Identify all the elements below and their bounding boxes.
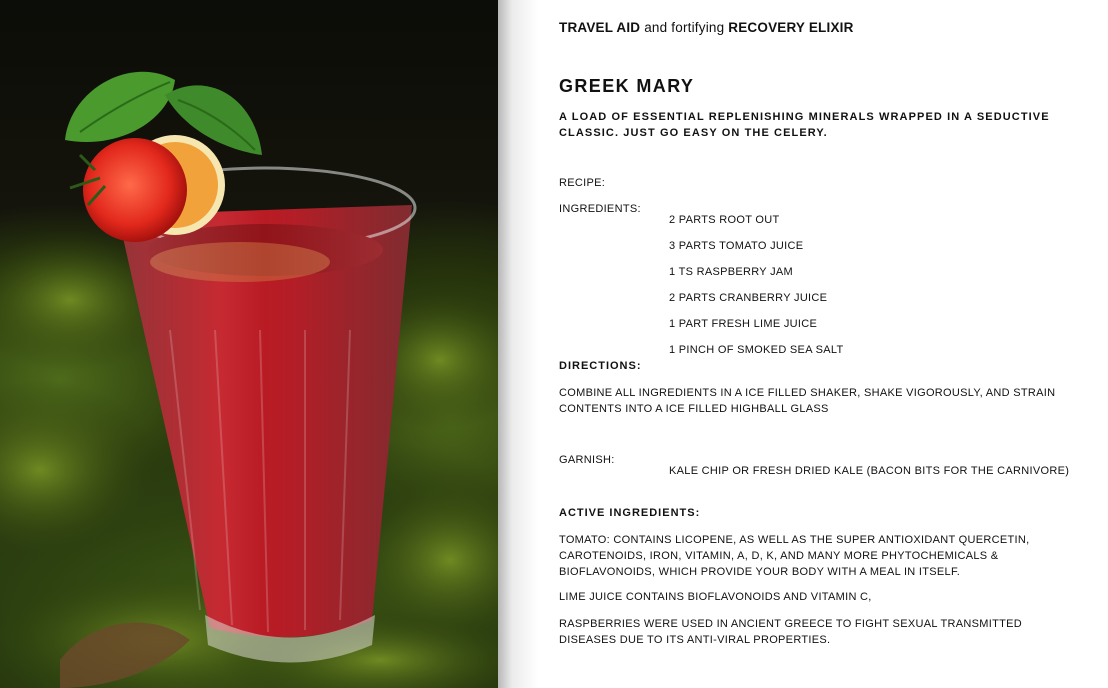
ingredient-item: 2 PARTS CRANBERRY JUICE	[669, 292, 828, 304]
ingredient-item: 2 PARTS ROOT OUT	[669, 214, 780, 226]
ingredients-label: INGREDIENTS:	[559, 203, 641, 215]
garnish-text: KALE CHIP OR FRESH DRIED KALE (BACON BITS FOR THE CARNIVORE)	[669, 465, 1070, 477]
recipe-label: RECIPE:	[559, 177, 606, 189]
recipe-title: GREEK MARY	[559, 76, 695, 96]
ingredient-item: 1 TS RASPBERRY JAM	[669, 266, 793, 278]
active-ingredient-paragraph: LIME JUICE CONTAINS BIOFLAVONOIDS AND VITAMIN C,	[559, 591, 872, 603]
ingredient-item: 3 PARTS TOMATO JUICE	[669, 240, 804, 252]
page-gutter	[498, 0, 538, 688]
active-ingredient-paragraph: TOMATO: CONTAINS LICOPENE, AS WELL AS THE SUPER ANTIOXIDANT QUERCETIN, CAROTENOIDS, IRON, VITAMIN, A, D, K, AND MANY MORE PHYTOCHEMICALS & BIOFLAVONOIDS, WHICH PROVIDE YOUR BODY WITH A MEAL IN ITSELF.	[559, 534, 1030, 578]
kicker-part-3: RECOVERY ELIXIR	[728, 20, 854, 35]
drink-illustration	[0, 0, 498, 688]
ingredient-item: 1 PART FRESH LIME JUICE	[669, 318, 818, 330]
recipe-page	[559, 0, 1089, 688]
page-kicker	[559, 20, 854, 35]
recipe-intro: A LOAD OF ESSENTIAL REPLENISHING MINERALS WRAPPED IN A SEDUCTIVE CLASSIC. JUST GO EASY ON THE CELERY.	[559, 111, 1050, 139]
ingredient-item: 1 PINCH OF SMOKED SEA SALT	[669, 344, 844, 356]
kicker-part-1: TRAVEL AID	[559, 20, 641, 35]
garnish-label: GARNISH:	[559, 454, 615, 466]
drink-photo	[0, 0, 498, 688]
active-ingredients-label: ACTIVE INGREDIENTS:	[559, 507, 701, 519]
kicker-part-2: and fortifying	[640, 20, 729, 35]
directions-text: COMBINE ALL INGREDIENTS IN A ICE FILLED SHAKER, SHAKE VIGOROUSLY, AND STRAIN CONTENTS INTO A ICE FILLED HIGHBALL GLASS	[559, 387, 1056, 415]
directions-label: DIRECTIONS:	[559, 360, 642, 372]
active-ingredient-paragraph: RASPBERRIES WERE USED IN ANCIENT GREECE TO FIGHT SEXUAL TRANSMITTED DISEASES DUE TO ITS ANTI-VIRAL PROPERTIES.	[559, 618, 1023, 646]
